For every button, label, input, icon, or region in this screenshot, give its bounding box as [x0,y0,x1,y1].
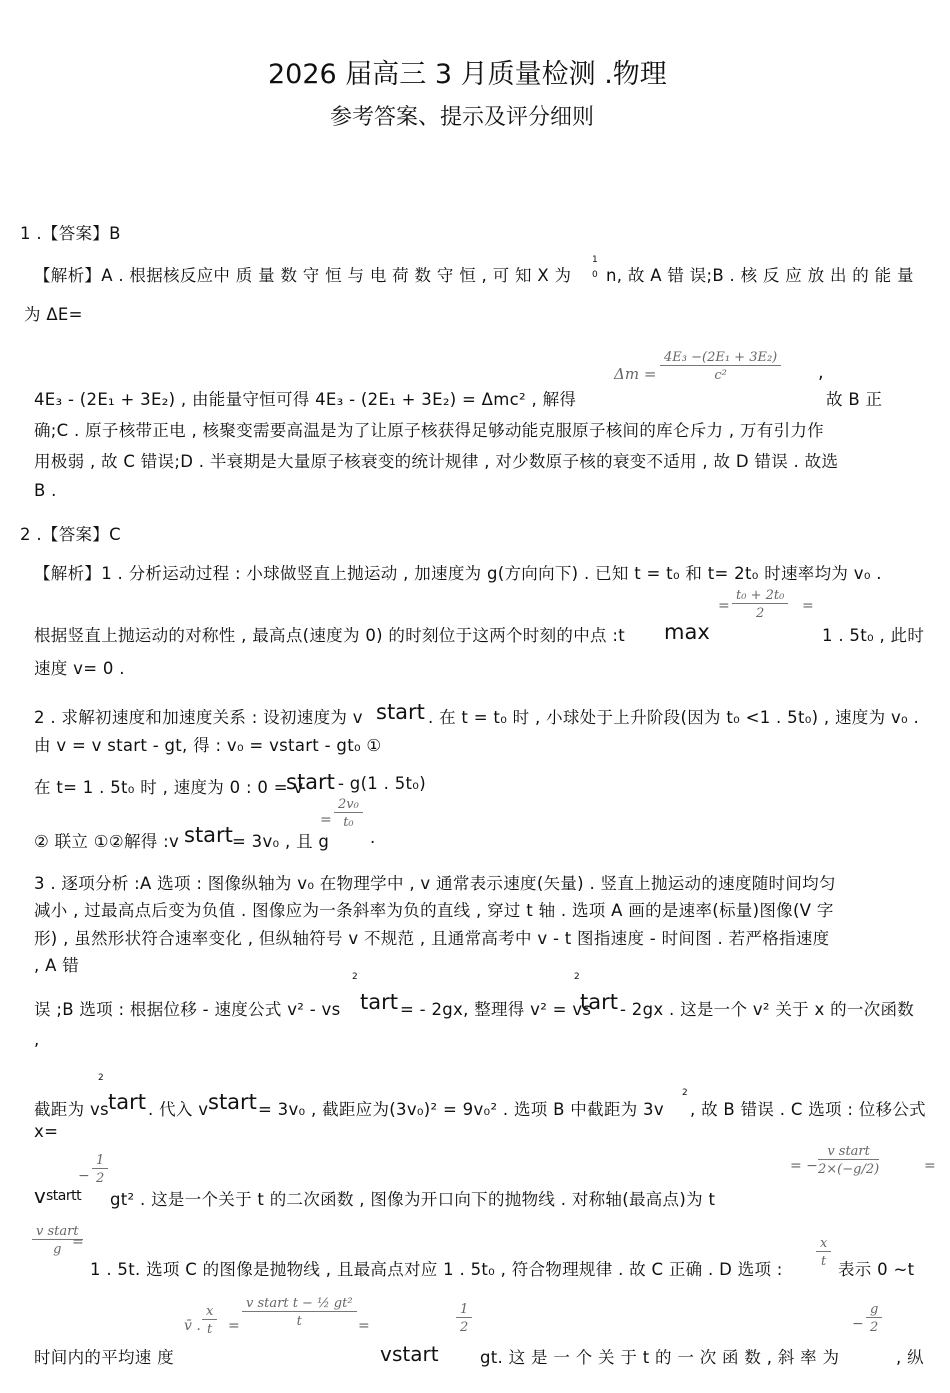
q2-p3-vg-den: g [53,1242,62,1257]
q2-p3-avg-t: t [207,1322,213,1337]
q2-p1-tmax: max [664,620,710,644]
q2-p3-half-minus: − [78,1168,90,1184]
q2-p1-line1: 【解析】1 . 分析运动过程 : 小球做竖直上抛运动 , 加速度为 g(方向向下) . 已知 t = t₀ 和 t= 2t₀ 时速率均为 v₀ . [34,564,882,583]
q2-p3-vg-num: v start [32,1224,83,1240]
q2-p3-line11b: v [380,1342,392,1366]
q2-p3-avg-fraction [242,1296,357,1329]
q2-p3-line9c: gt² . 这是一个关于 t 的二次函数 , 图像为开口向下的抛物线 . 对称轴(最高点)为 t [110,1190,716,1209]
q1-line4: 确;C . 原子核带正电 , 核聚变需要高温是为了让原子核获得足够动能克服原子核间的库仑斥力 , 万有引力作 [34,421,824,440]
q2-p2-g-den: t₀ [343,815,354,830]
q2-p3-g2-fraction [866,1302,882,1335]
q1-line1b: n, 故 A 错 误;B . 核 反 应 放 出 的 能 量 [606,266,914,285]
q2-p2-line1a: 2 . 求解初速度和加速度关系 : 设初速度为 v [34,708,363,727]
q2-p3-avg-half-num: 1 [456,1302,472,1318]
q2-p3-xt-den: t [821,1254,827,1269]
q2-p1-frac-num: t₀ + 2t₀ [732,588,788,604]
q2-p3-vs-eq-right: = [924,1158,936,1174]
q2-p1-line2b: 1 . 5t₀ , 此时 [822,626,925,645]
q2-p3-avg-x: x [202,1304,217,1320]
q2-p2-start: start [376,700,425,724]
q2-p3-avg-vbar: v̄ . [184,1318,201,1334]
q2-p1-eq-right: = [802,598,814,614]
q2-p1-frac-den: 2 [756,606,765,621]
q1-line5: 用极弱 , 故 C 错误;D . 半衰期是大量原子核衰变的统计规律 , 对少数原子核的衰变不适用 , 故 D 错误 . 故选 [34,452,839,471]
q2-p3-line9b: startt [46,1188,82,1204]
q2-p3-avg-xt-fraction [202,1304,217,1337]
q2-p3-sq3: 2 [98,1073,104,1083]
q2-p3-line6: , [34,1030,40,1049]
q2-p3-line8: x= [34,1122,59,1141]
q2-p2-g-num: 2v₀ [334,797,363,813]
q1-formula-fraction [660,350,781,383]
q2-p3-line1: 3 . 逐项分析 :A 选项 : 图像纵轴为 v₀ 在物理学中 , v 通常表示速度(矢量) . 竖直上抛运动的速度随时间均匀 [34,874,836,893]
q2-p3-line7-start: start [208,1090,257,1114]
q2-p3-line10: 1 . 5t. 选项 C 的图像是抛物线 , 且最高点对应 1 . 5t₀ , 符合物理规律 . 故 C 正确 . D 选项 : [90,1260,783,1279]
q2-p3-avg-half-den: 2 [460,1320,469,1335]
q2-p2-line3b: - g(1 . 5t₀) [338,774,426,793]
q1-line2: 为 ΔE= [24,305,83,324]
q1-line3: 4E₃ - (2E₁ + 3E₂) , 由能量守恒可得 4E₃ - (2E₁ + 3E₂) = Δmc² , 解得 [34,390,577,409]
q1-line3b: 故 B 正 [826,390,883,409]
q2-p3-avg-eq: = [228,1318,240,1334]
q2-p2-line4b: = 3v₀ , 且 g [232,832,330,851]
q2-p3-vs-eq-left: = − [790,1158,818,1174]
q2-p3-half-num: 1 [92,1153,108,1169]
q1-formula-comma: , [818,362,824,383]
q2-p3-vs-fraction [818,1144,879,1177]
q2-p3-avg-eq2: = [358,1318,370,1334]
q2-p3-sub-sup: 2 [682,1088,688,1098]
q2-p3-vs-num: v start [818,1144,879,1160]
q1-nucleon-sup: 1 [592,255,598,265]
q2-p3-avg-num: v start t − ½ gt² [242,1296,357,1312]
q2-p2-g-eq: = [320,812,332,828]
q2-p3-line11d: , 纵 [896,1348,924,1367]
q2-p2-line1b: . 在 t = t₀ 时 , 小球处于上升阶段(因为 t₀ <1 . 5t₀) , 速度为 v₀ . [428,708,920,727]
q2-p3-avg-den: t [296,1314,302,1329]
q2-p1-eq-left: = [718,598,730,614]
q1-answer: 1 .【答案】B [20,224,121,243]
q2-answer: 2 .【答案】C [20,525,121,544]
q2-p1-fraction [732,588,788,621]
q2-p3-xt-fraction [816,1236,831,1269]
q2-p1-line2: 根据竖直上抛运动的对称性 , 最高点(速度为 0) 的时刻位于这两个时刻的中点 :t [34,626,625,645]
q2-p3-line5b: = - 2gx, 整理得 v² = vs [400,1000,592,1019]
q1-formula-numerator: 4E₃ −(2E₁ + 3E₂) [660,350,781,366]
q2-p3-g2-minus: − [852,1316,864,1332]
q2-p3-line10b: 表示 0 ~t [838,1260,915,1279]
q2-p3-line7b: . 代入 v [148,1100,209,1119]
q2-p3-line11a: 时间内的平均速 度 [34,1348,174,1367]
q2-p3-half-den: 2 [96,1171,105,1186]
q2-p3-line7c: = 3v₀ , 截距应为(3v₀)² = 9v₀² . 选项 B 中截距为 3v [258,1100,664,1119]
q2-p3-avg-half-fraction [456,1302,472,1335]
q1-line1: 【解析】A . 根据核反应中 质 量 数 守 恒 与 电 荷 数 守 恒 , 可 知 X 为 [34,266,572,285]
q2-p2-line4-start: start [184,823,233,847]
q2-p3-g2-num: g [866,1302,882,1318]
page-title: 2026 届高三 3 月质量检测 .物理 [268,59,667,90]
q2-p2-period: . [370,828,376,847]
q2-p2-line2: 由 v = v start - gt, 得 : v₀ = vstart - gt₀ ① [34,736,382,755]
q2-p3-line7d: , 故 B 错误 . C 选项 : 位移公式 [690,1100,926,1119]
q2-p3-line11-start: start [392,1342,439,1366]
q2-p3-line5-tart: tart [360,990,398,1014]
q2-p3-xt-num: x [816,1236,831,1252]
q2-p2-line4a: ② 联立 ①②解得 :v [34,832,180,851]
q1-formula-lhs: Δm = [614,365,657,383]
q1-line6: B . [34,481,57,500]
q2-p2-line3a: 在 t= 1 . 5t₀ 时 , 速度为 0 : 0 = v [34,778,304,797]
q2-p3-line5c: - 2gx . 这是一个 v² 关于 x 的一次函数 [620,1000,915,1019]
q1-formula-denominator: c² [714,368,727,383]
q2-p3-line7a: 截距为 vs [34,1100,109,1119]
q2-p3-vs-den: 2×(−g/2) [818,1162,880,1177]
q2-p3-line2: 减小 , 过最高点后变为负值 . 图像应为一条斜率为负的直线 , 穿过 t 轴 . 选项 A 画的是速率(标量)图像(V 字 [34,901,834,920]
q2-p3-line5-tart-2: tart [580,990,618,1014]
q2-p3-sq2: 2 [574,972,580,982]
q2-p3-line11c: gt. 这 是 一 个 关 于 t 的 一 次 函 数 , 斜 率 为 [480,1348,840,1367]
q2-p3-vg-eq: = [72,1234,84,1250]
q1-nucleon-sub: 0 [592,270,598,280]
q2-p3-line3: 形) , 虽然形状符合速率变化 , 但纵轴符号 v 不规范 , 且通常高考中 v - t 图指速度 - 时间图 . 若严格指速度 [34,929,830,948]
q2-p3-sq1: 2 [352,972,358,982]
q2-p2-line3-start: start [286,770,335,794]
q2-p3-line4: , A 错 [34,956,80,975]
page-subtitle: 参考答案、提示及评分细则 [330,105,595,130]
q2-p1-line3: 速度 v= 0 . [34,659,125,678]
q2-p3-g2-den: 2 [870,1320,879,1335]
q2-p3-half-fraction [92,1153,108,1186]
q2-p2-g-fraction [334,797,363,830]
q2-p3-line9a: v [34,1184,46,1208]
q2-p3-line7-tart: tart [108,1090,146,1114]
q2-p3-line5a: 误 ;B 选项 : 根据位移 - 速度公式 v² - vs [34,1000,341,1019]
